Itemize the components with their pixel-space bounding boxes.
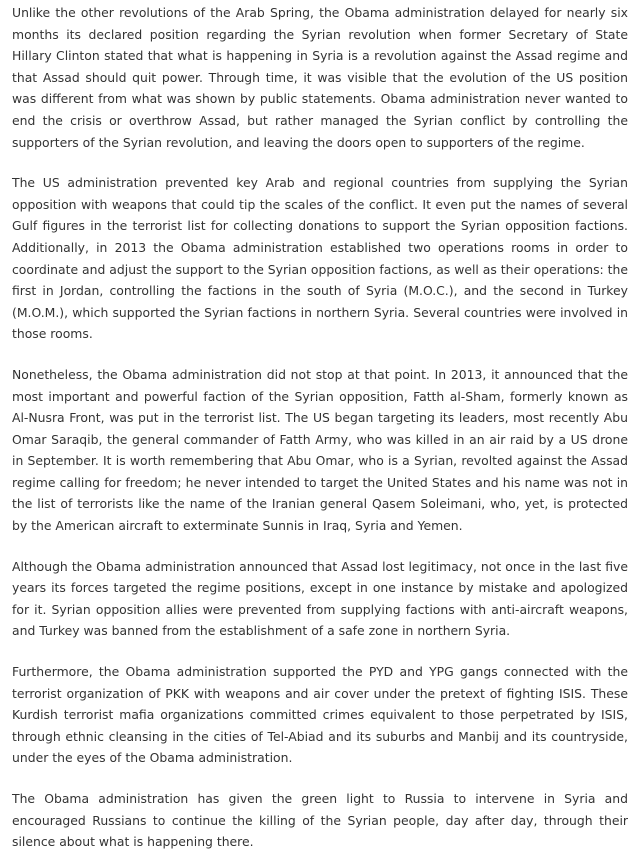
paragraph-6: The Obama administration has given the green light to Russia to intervene in Syria and encouraged Russians to continue the killing of the Syrian people, day after day, through their silence about what is happening there. (12, 791, 628, 850)
paragraph-3: Nonetheless, the Obama administration did not stop at that point. In 2013, it announced that the most important and powerful faction of the Syrian opposition, Fatth al-Sham, formerly known as Al-Nusra Front, was put in the terrorist list. The US began targeting its leaders, most recently Abu Omar Saraqib, the general commander of Fatth Army, who was killed in an air raid by a US drone in September. It is worth remembering that Abu Omar, who is a Syrian, revolted against the Assad regime calling for freedom; he never intended to target the United States and his name was not in the list of terrorists like the name of the Iranian general Qasem Soleimani, who, yet, is protected by the American aircraft to exterminate Sunnis in Iraq, Syria and Yemen. (12, 366, 628, 534)
paragraph-5: Furthermore, the Obama administration supported the PYD and YPG gangs connected with the terrorist organization of PKK with weapons and air cover under the pretext of fighting ISIS. These Kurdish terrorist mafia organizations committed crimes equivalent to those perpetrated by ISIS, through ethnic cleansing in the cities of Tel-Abiad and its suburbs and Manbij and its countryside, under the eyes of the Obama administration. (12, 664, 628, 766)
paragraph-4: Although the Obama administration announced that Assad lost legitimacy, not once in the last five years its forces targeted the regime positions, except in one instance by mistake and apologized for it. Syrian opposition allies were prevented from supplying factions with anti-aircraft weapons, and Turkey was banned from the establishment of a safe zone in northern Syria. (12, 558, 628, 639)
paragraph-2: The US administration prevented key Arab and regional countries from supplying the Syrian opposition with weapons that could tip the scales of the conflict. It even put the names of several Gulf figures in the terrorist list for collecting donations to support the Syrian opposition factions. Additionally, in 2013 the Obama administration established two operations rooms in order to coordinate and adjust the support to the Syrian opposition factions, as well as their operations: the first in Jordan, controlling the factions in the south of Syria (M.O.C.), and the second in Turkey (M.O.M.), which supported the Syrian factions in northern Syria. Several countries were involved in those rooms. (12, 175, 628, 342)
paragraph-1: Unlike the other revolutions of the Arab Spring, the Obama administration delayed for nearly six months its declared position regarding the Syrian revolution when former Secretary of State Hillary Clinton stated that what is happening in Syria is a revolution against the Assad regime and that Assad should quit power. Through time, it was visible that the evolution of the US position was different from what was shown by public statements. Obama administration never wanted to end the crisis or overthrow Assad, but rather managed the Syrian conflict by controlling the supporters of the Syrian revolution, and leaving the doors open to supporters of the regime. (12, 5, 628, 150)
